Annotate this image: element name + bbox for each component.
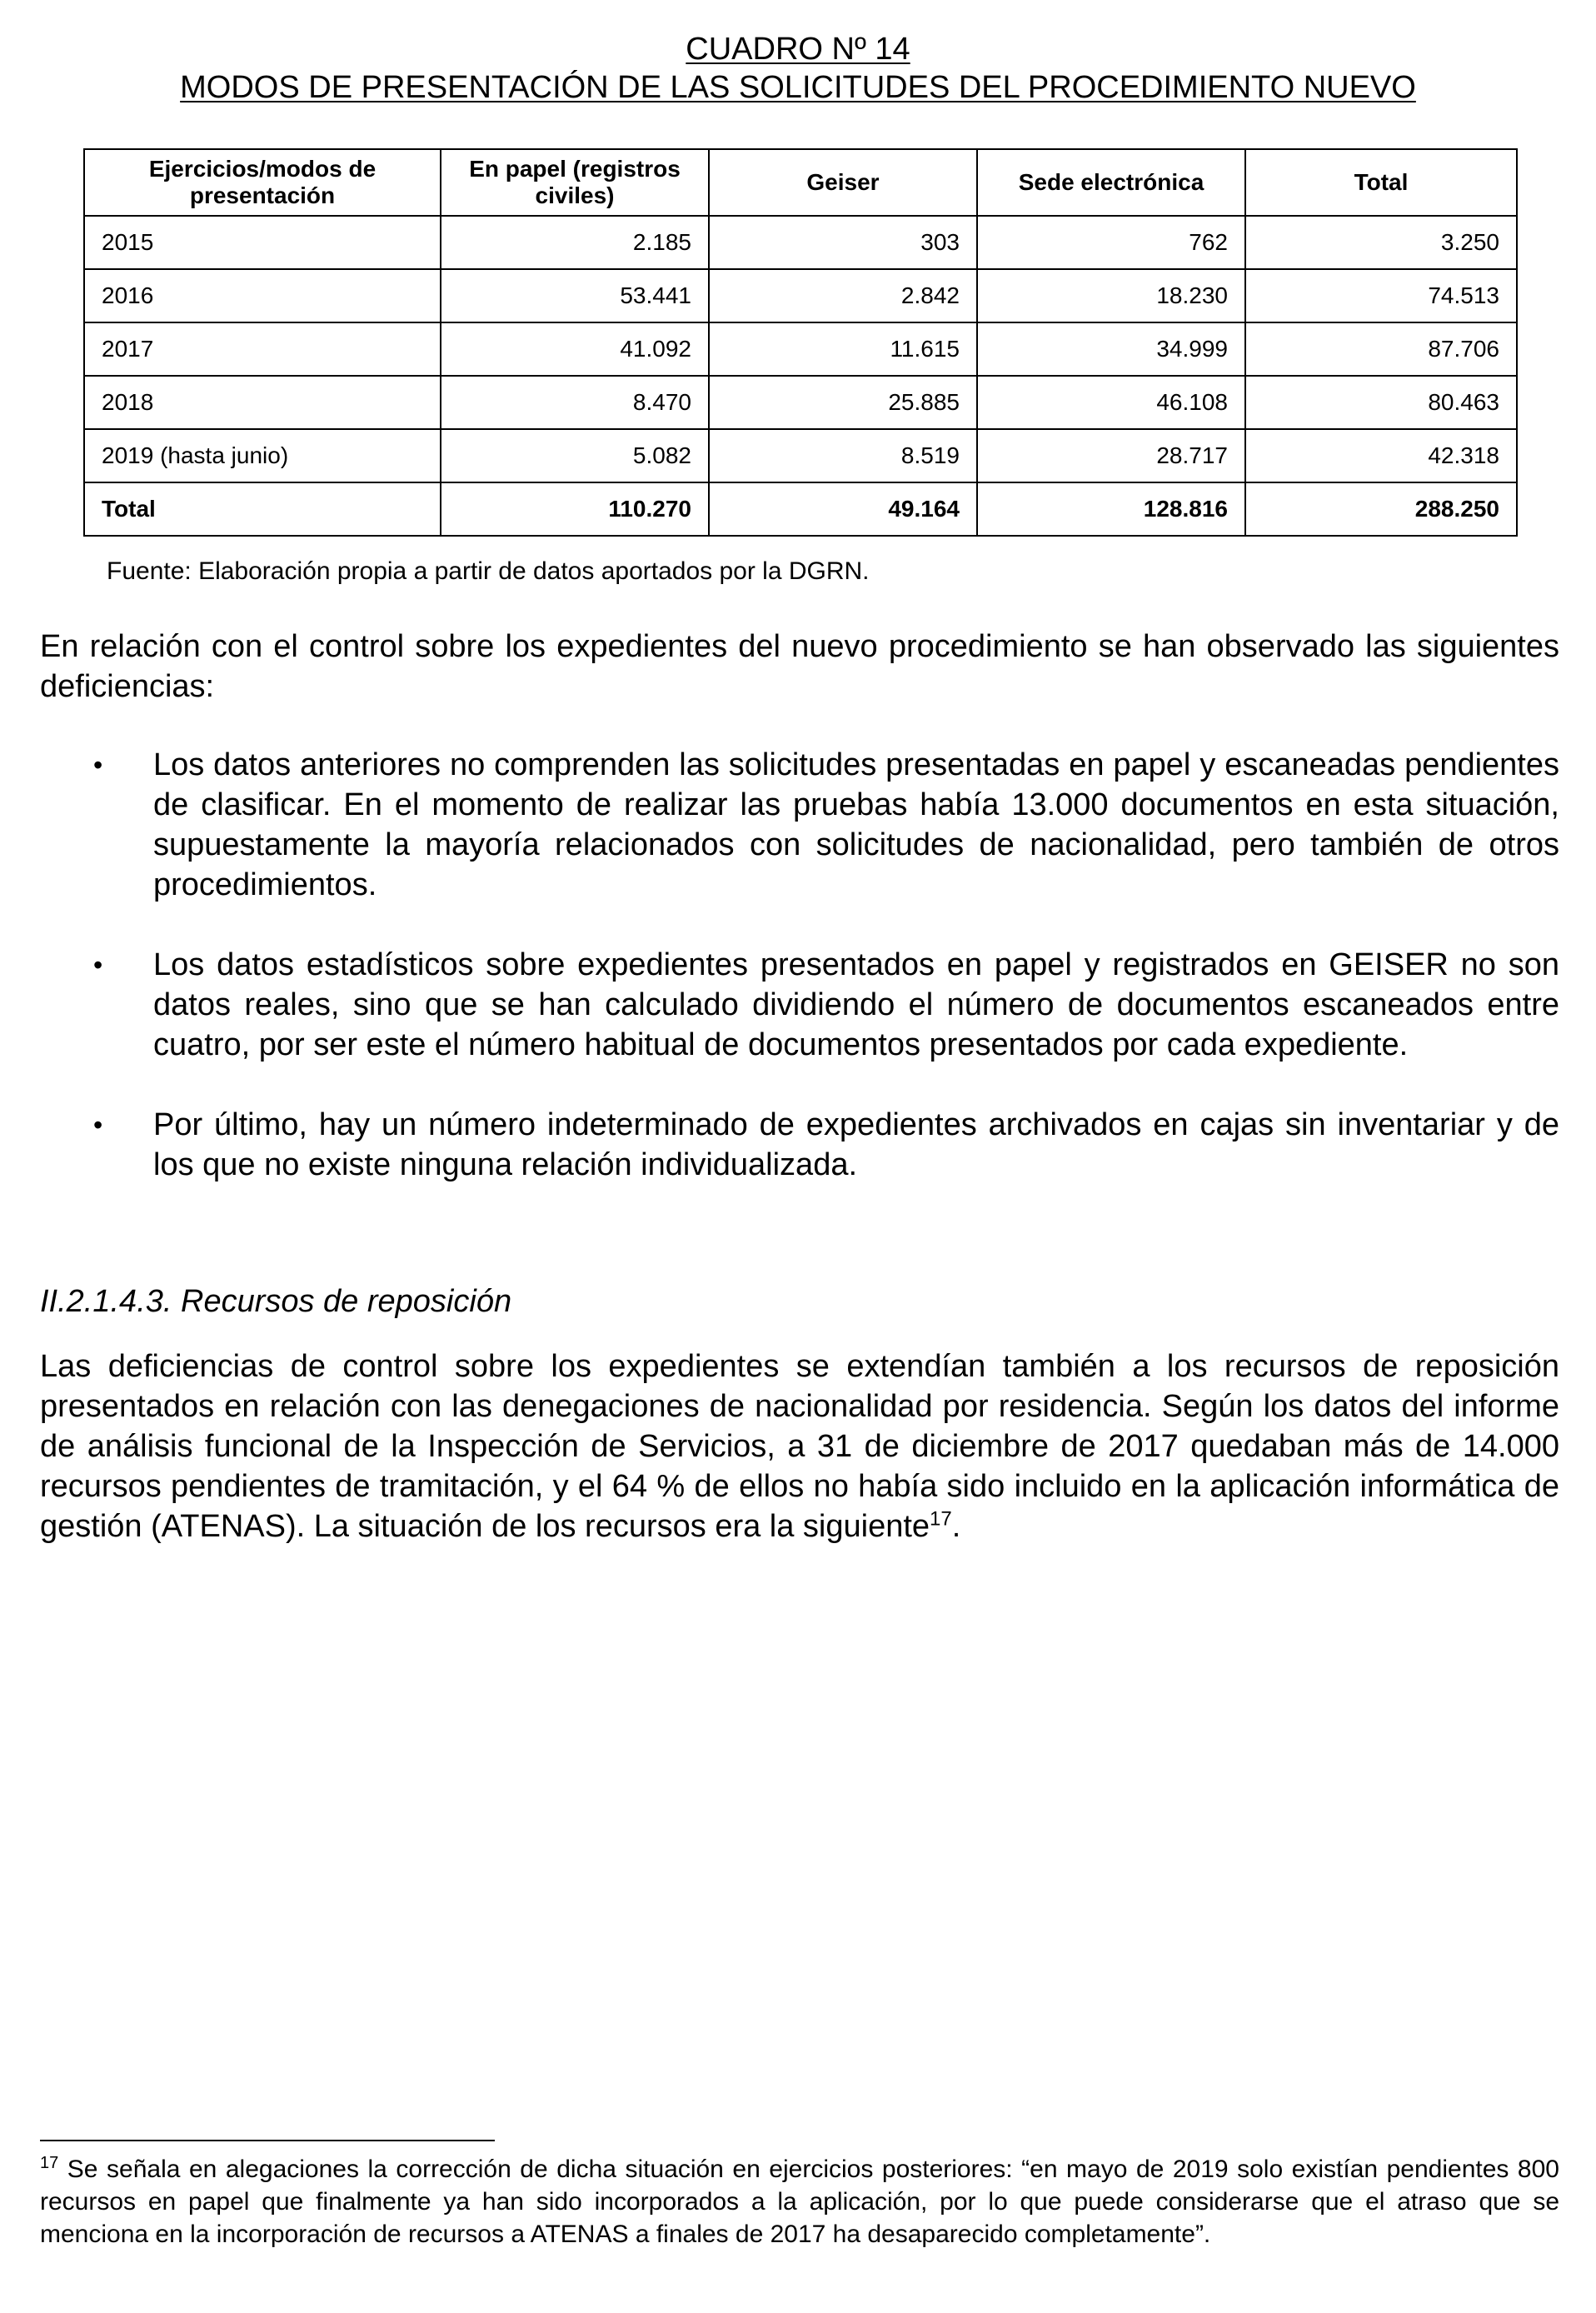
cell-electronic: 762 — [977, 216, 1245, 269]
footnote-text: Se señala en alegaciones la corrección de dicha situación en ejercicios posteriores: “en mayo de 2019 solo existían pendientes 800 recursos en papel que finalmente ya han sido incorporados a la aplicación, por lo que puede considerarse que el atraso que se menciona en la incorporación de recursos a ATENAS a finales de 2017 ha desaparecido completamente”. — [40, 2156, 1559, 2248]
cell-year: 2015 — [84, 216, 441, 269]
bullet-icon: • — [93, 750, 103, 780]
cell-total-paper: 110.270 — [441, 482, 709, 536]
table-row — [84, 269, 1517, 322]
cell-geiser: 2.842 — [709, 269, 977, 322]
list-item-text: Los datos anteriores no comprenden las solicitudes presentadas en papel y escaneadas pendientes de clasificar. En el momento de realizar las pruebas había 13.000 documentos en esta situación, supuestamente la mayoría relacionados con solicitudes de nacionalidad, pero también de otros procedimientos. — [153, 747, 1559, 902]
header-geiser: Geiser — [709, 149, 977, 216]
cell-geiser: 25.885 — [709, 376, 977, 429]
footnote-reference[interactable]: 17 — [930, 1507, 952, 1531]
header-electronic: Sede electrónica — [977, 149, 1245, 216]
cell-total: 3.250 — [1245, 216, 1517, 269]
table-number-title: CUADRO Nº 14 — [686, 32, 910, 67]
cell-electronic: 34.999 — [977, 322, 1245, 376]
section-heading: II.2.1.4.3. Recursos de reposición — [40, 1284, 512, 1319]
cell-year: 2019 (hasta junio) — [84, 429, 441, 482]
cell-total: 80.463 — [1245, 376, 1517, 429]
cell-electronic: 28.717 — [977, 429, 1245, 482]
cell-total-label: Total — [84, 482, 441, 536]
cell-total-electronic: 128.816 — [977, 482, 1245, 536]
cell-year: 2017 — [84, 322, 441, 376]
table-row — [84, 376, 1517, 429]
cell-paper: 41.092 — [441, 322, 709, 376]
cell-total: 74.513 — [1245, 269, 1517, 322]
list-item — [40, 745, 1559, 905]
cell-total-geiser: 49.164 — [709, 482, 977, 536]
cell-paper: 5.082 — [441, 429, 709, 482]
list-item-text: Los datos estadísticos sobre expedientes presentados en papel y registrados en GEISER no son datos reales, sino que se han calculado dividiendo el número de documentos escaneados entre cuatro, por ser este el número habitual de documentos presentados por cada expediente. — [153, 947, 1559, 1062]
list-item — [40, 945, 1559, 1065]
cell-electronic: 18.230 — [977, 269, 1245, 322]
footnote-number: 17 — [40, 2154, 59, 2172]
presentation-modes-table — [83, 148, 1518, 537]
bullet-icon: • — [93, 950, 103, 980]
list-item-text: Por último, hay un número indeterminado de expedientes archivados en cajas sin inventariar y de los que no existe ninguna relación individualizada. — [153, 1107, 1559, 1182]
table-total-row — [84, 482, 1517, 536]
cell-year: 2016 — [84, 269, 441, 322]
bullet-icon: • — [93, 1110, 103, 1140]
table-row — [84, 322, 1517, 376]
footnote — [40, 2153, 1559, 2251]
cell-total: 87.706 — [1245, 322, 1517, 376]
header-year: Ejercicios/modos de presentación — [84, 149, 441, 216]
header-total: Total — [1245, 149, 1517, 216]
table-header-row — [84, 149, 1517, 216]
cell-year: 2018 — [84, 376, 441, 429]
table-source-note: Fuente: Elaboración propia a partir de datos aportados por la DGRN. — [107, 557, 870, 585]
footnote-divider — [40, 2140, 495, 2141]
cell-geiser: 303 — [709, 216, 977, 269]
cell-geiser: 8.519 — [709, 429, 977, 482]
cell-paper: 53.441 — [441, 269, 709, 322]
body-paragraph — [40, 1346, 1559, 1546]
header-paper: En papel (registros civiles) — [441, 149, 709, 216]
cell-grand-total: 288.250 — [1245, 482, 1517, 536]
deficiencies-list — [40, 745, 1559, 1185]
cell-geiser: 11.615 — [709, 322, 977, 376]
cell-electronic: 46.108 — [977, 376, 1245, 429]
cell-paper: 2.185 — [441, 216, 709, 269]
table-row — [84, 429, 1517, 482]
cell-paper: 8.470 — [441, 376, 709, 429]
cell-total: 42.318 — [1245, 429, 1517, 482]
table-title: MODOS DE PRESENTACIÓN DE LAS SOLICITUDES DEL PROCEDIMIENTO NUEVO — [180, 70, 1416, 105]
list-item — [40, 1105, 1559, 1185]
paragraph-end: . — [951, 1509, 961, 1544]
intro-paragraph: En relación con el control sobre los expedientes del nuevo procedimiento se han observado las siguientes deficiencias: — [40, 629, 1559, 704]
table-row — [84, 216, 1517, 269]
paragraph-text: Las deficiencias de control sobre los expedientes se extendían también a los recursos de reposición presentados en relación con las denegaciones de nacionalidad por residencia. Según los datos del informe de análisis funcional de la Inspección de Servicios, a 31 de diciembre de 2017 quedaban más de 14.000 recursos pendientes de tramitación, y el 64 % de ellos no había sido incluido en la aplicación informática de gestión (ATENAS). La situación de los recursos era la siguiente — [40, 1349, 1559, 1544]
